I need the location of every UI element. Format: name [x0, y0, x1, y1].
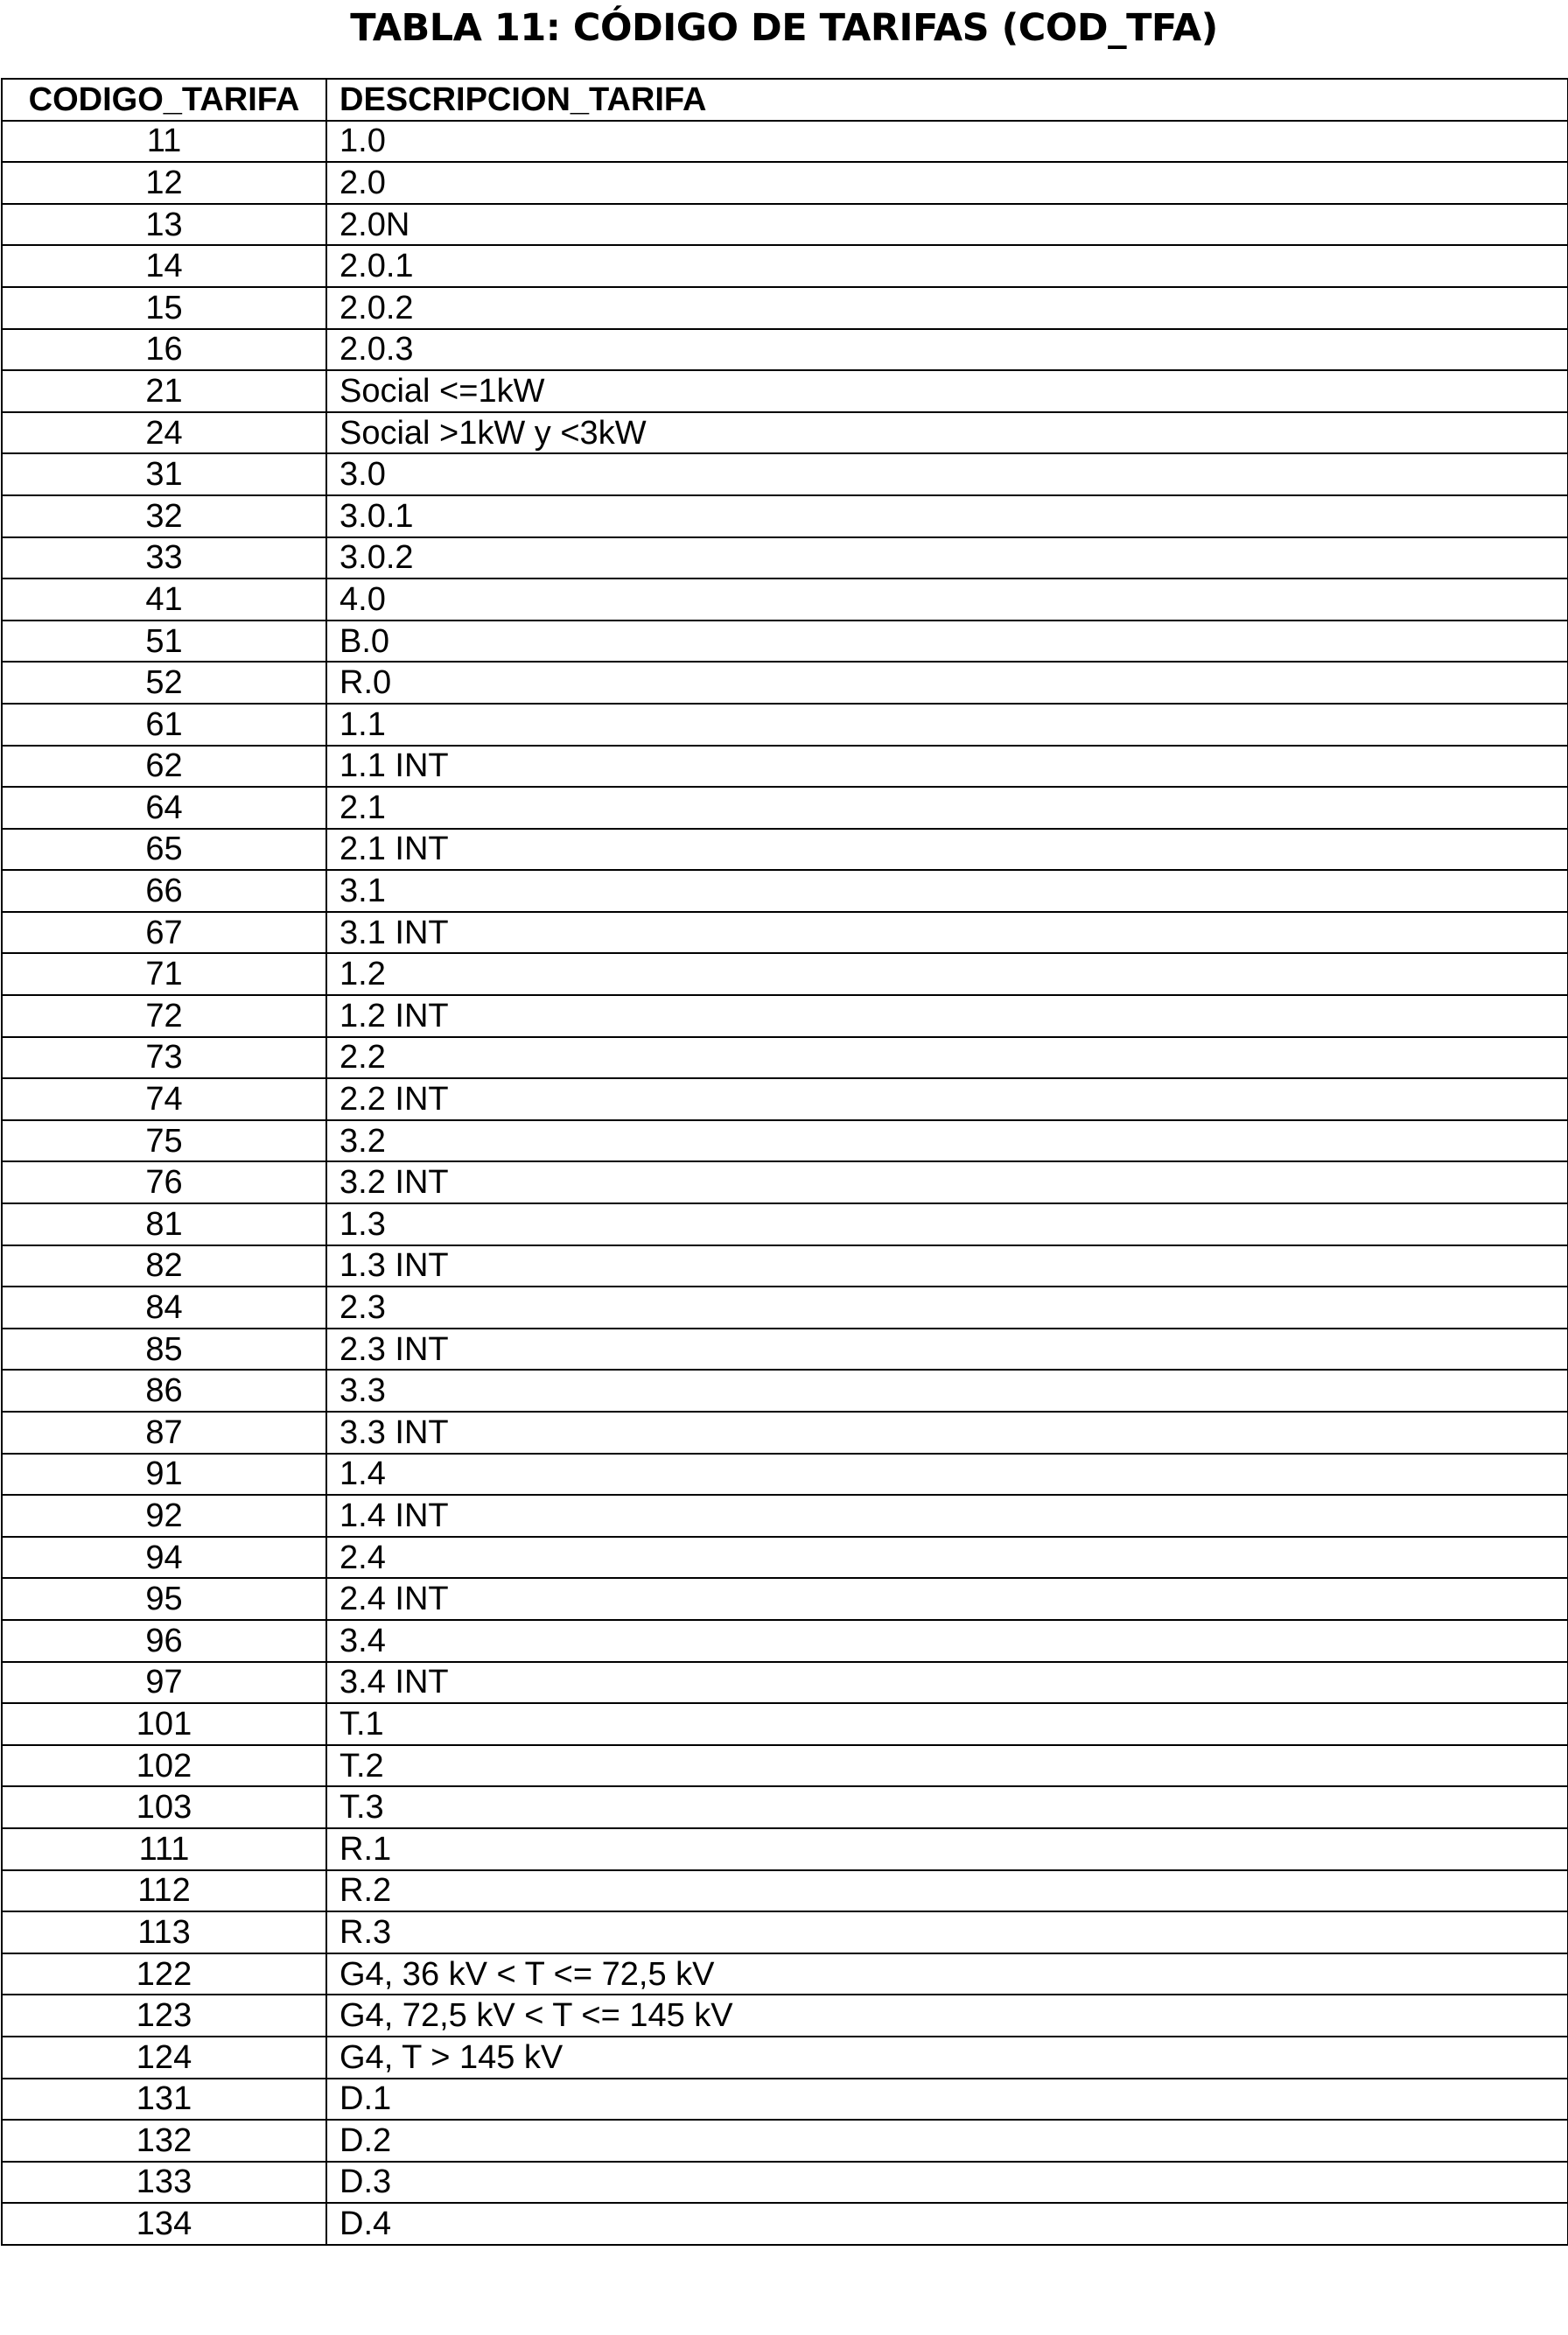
cell-descripcion-tarifa: 3.0.1: [326, 495, 1568, 537]
cell-descripcion-tarifa: 2.0.2: [326, 287, 1568, 329]
table-row: [2, 829, 1568, 871]
table-row: [2, 537, 1568, 579]
table-row: [2, 787, 1568, 829]
cell-descripcion-tarifa: 3.3 INT: [326, 1412, 1568, 1454]
table-row: [2, 1786, 1568, 1828]
cell-codigo-tarifa: 134: [2, 2203, 326, 2245]
cell-descripcion-tarifa: R.1: [326, 1828, 1568, 1870]
table-row: [2, 453, 1568, 495]
cell-descripcion-tarifa: G4, 72,5 kV < T <= 145 kV: [326, 1995, 1568, 2037]
cell-descripcion-tarifa: Social <=1kW: [326, 370, 1568, 412]
table-row: [2, 1161, 1568, 1203]
cell-codigo-tarifa: 103: [2, 1786, 326, 1828]
table-row: [2, 1287, 1568, 1329]
cell-descripcion-tarifa: 1.2 INT: [326, 995, 1568, 1037]
table-row: [2, 1870, 1568, 1912]
cell-descripcion-tarifa: 3.0: [326, 453, 1568, 495]
cell-descripcion-tarifa: 2.4 INT: [326, 1578, 1568, 1620]
table-row: [2, 1329, 1568, 1371]
cell-codigo-tarifa: 21: [2, 370, 326, 412]
cell-codigo-tarifa: 12: [2, 162, 326, 204]
table-header-row: [2, 79, 1568, 121]
cell-codigo-tarifa: 33: [2, 537, 326, 579]
cell-codigo-tarifa: 92: [2, 1495, 326, 1537]
cell-descripcion-tarifa: D.2: [326, 2120, 1568, 2162]
table-row: [2, 1203, 1568, 1245]
cell-codigo-tarifa: 52: [2, 662, 326, 704]
table-row: [2, 412, 1568, 454]
cell-descripcion-tarifa: T.3: [326, 1786, 1568, 1828]
column-header-codigo: CODIGO_TARIFA: [2, 79, 326, 121]
cell-descripcion-tarifa: 2.3 INT: [326, 1329, 1568, 1371]
table-row: [2, 1245, 1568, 1287]
cell-codigo-tarifa: 96: [2, 1620, 326, 1662]
cell-descripcion-tarifa: 2.3: [326, 1287, 1568, 1329]
cell-descripcion-tarifa: D.3: [326, 2162, 1568, 2204]
cell-codigo-tarifa: 97: [2, 1662, 326, 1704]
table-row: [2, 121, 1568, 163]
cell-codigo-tarifa: 131: [2, 2079, 326, 2121]
cell-descripcion-tarifa: 2.4: [326, 1537, 1568, 1579]
table-row: [2, 1537, 1568, 1579]
cell-codigo-tarifa: 86: [2, 1370, 326, 1412]
table-row: [2, 2203, 1568, 2245]
table-row: [2, 2162, 1568, 2204]
cell-codigo-tarifa: 75: [2, 1120, 326, 1162]
table-row: [2, 2037, 1568, 2079]
cell-descripcion-tarifa: D.1: [326, 2079, 1568, 2121]
cell-descripcion-tarifa: T.1: [326, 1703, 1568, 1745]
table-row: [2, 1953, 1568, 1995]
cell-descripcion-tarifa: 3.3: [326, 1370, 1568, 1412]
table-row: [2, 870, 1568, 912]
cell-codigo-tarifa: 132: [2, 2120, 326, 2162]
cell-codigo-tarifa: 31: [2, 453, 326, 495]
cell-codigo-tarifa: 82: [2, 1245, 326, 1287]
cell-codigo-tarifa: 14: [2, 245, 326, 287]
cell-descripcion-tarifa: 2.1 INT: [326, 829, 1568, 871]
table-row: [2, 1620, 1568, 1662]
table-row: [2, 662, 1568, 704]
cell-codigo-tarifa: 24: [2, 412, 326, 454]
cell-descripcion-tarifa: B.0: [326, 621, 1568, 663]
table-row: [2, 912, 1568, 954]
cell-codigo-tarifa: 123: [2, 1995, 326, 2037]
cell-codigo-tarifa: 94: [2, 1537, 326, 1579]
cell-codigo-tarifa: 11: [2, 121, 326, 163]
cell-descripcion-tarifa: 2.1: [326, 787, 1568, 829]
cell-descripcion-tarifa: 1.1: [326, 704, 1568, 746]
cell-descripcion-tarifa: 3.2 INT: [326, 1161, 1568, 1203]
table-row: [2, 746, 1568, 788]
cell-descripcion-tarifa: 1.3 INT: [326, 1245, 1568, 1287]
cell-codigo-tarifa: 62: [2, 746, 326, 788]
cell-descripcion-tarifa: 4.0: [326, 578, 1568, 621]
table-body: [2, 121, 1568, 2245]
table-row: [2, 1578, 1568, 1620]
cell-descripcion-tarifa: 3.4 INT: [326, 1662, 1568, 1704]
cell-descripcion-tarifa: 3.0.2: [326, 537, 1568, 579]
table-row: [2, 2120, 1568, 2162]
cell-codigo-tarifa: 101: [2, 1703, 326, 1745]
table-row: [2, 1412, 1568, 1454]
cell-codigo-tarifa: 91: [2, 1454, 326, 1496]
cell-codigo-tarifa: 102: [2, 1745, 326, 1787]
table-row: [2, 1828, 1568, 1870]
cell-descripcion-tarifa: 1.3: [326, 1203, 1568, 1245]
table-row: [2, 495, 1568, 537]
cell-descripcion-tarifa: 1.4: [326, 1454, 1568, 1496]
table-row: [2, 287, 1568, 329]
cell-codigo-tarifa: 15: [2, 287, 326, 329]
table-row: [2, 1662, 1568, 1704]
cell-descripcion-tarifa: G4, T > 145 kV: [326, 2037, 1568, 2079]
cell-descripcion-tarifa: T.2: [326, 1745, 1568, 1787]
table-row: [2, 578, 1568, 621]
cell-codigo-tarifa: 51: [2, 621, 326, 663]
table-row: [2, 1454, 1568, 1496]
cell-codigo-tarifa: 16: [2, 329, 326, 371]
cell-codigo-tarifa: 133: [2, 2162, 326, 2204]
cell-codigo-tarifa: 81: [2, 1203, 326, 1245]
cell-codigo-tarifa: 67: [2, 912, 326, 954]
cell-codigo-tarifa: 64: [2, 787, 326, 829]
table-row: [2, 1703, 1568, 1745]
tariff-code-table: [1, 78, 1568, 2246]
cell-codigo-tarifa: 72: [2, 995, 326, 1037]
column-header-descripcion: DESCRIPCION_TARIFA: [326, 79, 1568, 121]
cell-descripcion-tarifa: 1.2: [326, 953, 1568, 995]
table-row: [2, 2079, 1568, 2121]
cell-codigo-tarifa: 95: [2, 1578, 326, 1620]
table-row: [2, 704, 1568, 746]
cell-codigo-tarifa: 87: [2, 1412, 326, 1454]
cell-codigo-tarifa: 124: [2, 2037, 326, 2079]
cell-descripcion-tarifa: 3.4: [326, 1620, 1568, 1662]
cell-descripcion-tarifa: 2.2 INT: [326, 1078, 1568, 1120]
table-row: [2, 1911, 1568, 1953]
page-title: TABLA 11: CÓDIGO DE TARIFAS (COD_TFA): [350, 6, 1218, 50]
table-row: [2, 1037, 1568, 1079]
cell-codigo-tarifa: 65: [2, 829, 326, 871]
cell-codigo-tarifa: 113: [2, 1911, 326, 1953]
cell-codigo-tarifa: 66: [2, 870, 326, 912]
cell-descripcion-tarifa: 2.0N: [326, 204, 1568, 246]
cell-descripcion-tarifa: 2.0: [326, 162, 1568, 204]
cell-descripcion-tarifa: R.3: [326, 1911, 1568, 1953]
cell-descripcion-tarifa: 3.1 INT: [326, 912, 1568, 954]
cell-codigo-tarifa: 32: [2, 495, 326, 537]
cell-descripcion-tarifa: Social >1kW y <3kW: [326, 412, 1568, 454]
cell-descripcion-tarifa: 3.1: [326, 870, 1568, 912]
table-row: [2, 953, 1568, 995]
cell-codigo-tarifa: 85: [2, 1329, 326, 1371]
cell-descripcion-tarifa: 3.2: [326, 1120, 1568, 1162]
table-row: [2, 204, 1568, 246]
table-row: [2, 162, 1568, 204]
cell-descripcion-tarifa: R.0: [326, 662, 1568, 704]
table-row: [2, 1078, 1568, 1120]
cell-codigo-tarifa: 71: [2, 953, 326, 995]
table-row: [2, 329, 1568, 371]
cell-codigo-tarifa: 74: [2, 1078, 326, 1120]
table-row: [2, 245, 1568, 287]
cell-codigo-tarifa: 73: [2, 1037, 326, 1079]
cell-codigo-tarifa: 76: [2, 1161, 326, 1203]
table-row: [2, 621, 1568, 663]
cell-descripcion-tarifa: D.4: [326, 2203, 1568, 2245]
cell-codigo-tarifa: 41: [2, 578, 326, 621]
cell-codigo-tarifa: 112: [2, 1870, 326, 1912]
table-row: [2, 1370, 1568, 1412]
table-row: [2, 1995, 1568, 2037]
cell-descripcion-tarifa: 2.0.3: [326, 329, 1568, 371]
table-row: [2, 1745, 1568, 1787]
table-row: [2, 1495, 1568, 1537]
cell-descripcion-tarifa: 1.0: [326, 121, 1568, 163]
cell-descripcion-tarifa: R.2: [326, 1870, 1568, 1912]
cell-descripcion-tarifa: 2.0.1: [326, 245, 1568, 287]
cell-codigo-tarifa: 13: [2, 204, 326, 246]
table-row: [2, 370, 1568, 412]
cell-descripcion-tarifa: G4, 36 kV < T <= 72,5 kV: [326, 1953, 1568, 1995]
cell-codigo-tarifa: 84: [2, 1287, 326, 1329]
cell-codigo-tarifa: 122: [2, 1953, 326, 1995]
cell-descripcion-tarifa: 2.2: [326, 1037, 1568, 1079]
cell-codigo-tarifa: 61: [2, 704, 326, 746]
cell-descripcion-tarifa: 1.4 INT: [326, 1495, 1568, 1537]
cell-codigo-tarifa: 111: [2, 1828, 326, 1870]
table-row: [2, 995, 1568, 1037]
cell-descripcion-tarifa: 1.1 INT: [326, 746, 1568, 788]
table-row: [2, 1120, 1568, 1162]
